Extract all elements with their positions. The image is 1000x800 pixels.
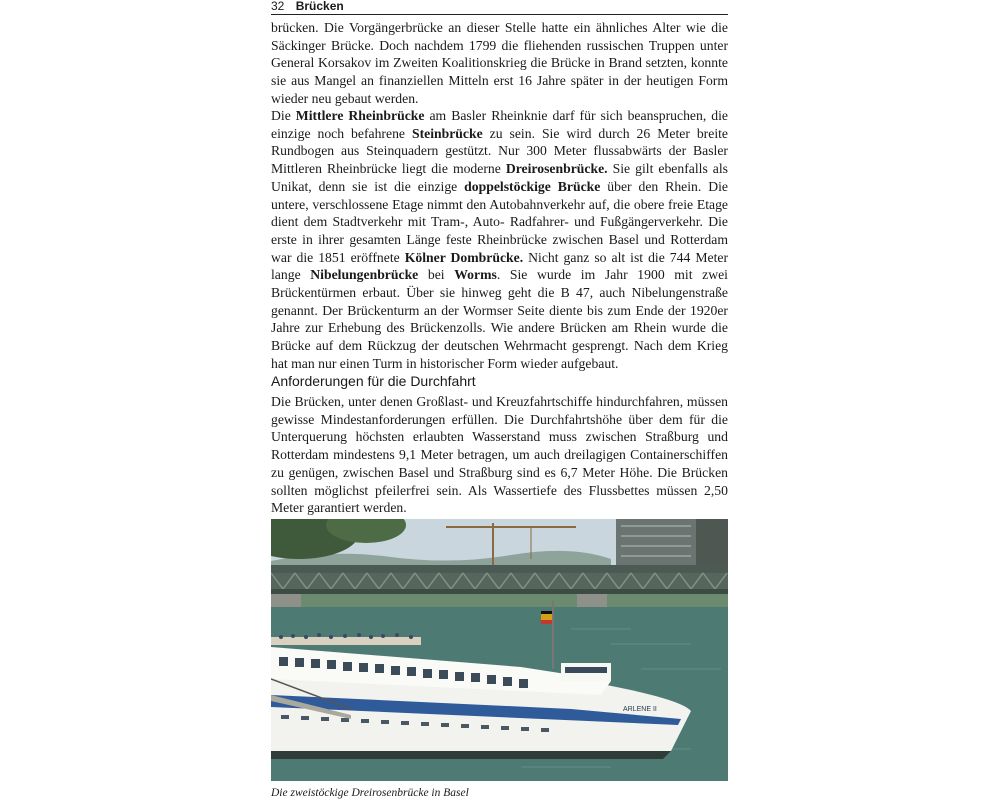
bridge-lower-deck xyxy=(271,589,728,594)
paragraph-1-text: brücken. Die Vorgängerbrücke an dieser Stelle hatte ein ähnliches Alter wie die Säckinger Brücke. Doch nachdem 1799 die fliehenden russischen Truppen unter General Korsakov im Zweiten Koalitionskrieg die Brücke in Brand setzten, konnte sie aus Mangel an finanziellen Mitteln erst 16 Jahre später in der heutigen Form wieder neu gebaut werden. xyxy=(271,20,728,106)
text-run: Nicht ganz so alt ist die 744 Meter lange xyxy=(271,249,729,283)
bold-mittlere-rheinbruecke: Mittlere Rheinbrücke xyxy=(295,108,425,123)
text-run: am Basler Rheinknie darf für sich beanspruchen, die einzige noch befahrene xyxy=(271,108,728,141)
section-heading: Anforderungen für die Durchfahrt xyxy=(271,373,476,389)
running-title: Brücken xyxy=(295,0,344,13)
bold-nibelungenbruecke: Nibelungenbrücke xyxy=(310,267,419,283)
flag-red xyxy=(541,620,552,624)
bridge-upper-deck xyxy=(271,565,728,573)
bridge-truss xyxy=(271,573,728,589)
photo-dreirosenbruecke xyxy=(271,519,728,781)
bold-doppelstoeckige-bruecke: doppelstöckige Brücke xyxy=(464,178,601,194)
page-number: 32 xyxy=(271,0,285,13)
running-header xyxy=(271,0,728,15)
bold-worms: Worms xyxy=(454,267,497,283)
text-run: Die xyxy=(271,108,296,123)
text-run: bei xyxy=(418,267,455,283)
text-run: Sie gilt ebenfalls als Unikat, denn sie ist die einzige xyxy=(271,161,728,194)
photo-caption: Die zweistöckige Dreirosenbrücke in Basel xyxy=(271,787,469,799)
paragraph-1 xyxy=(271,19,728,108)
paragraph-3: Die Brücken, unter denen Großlast- und Kreuzfahrtschiffe hindurchfahren, müssen gewisse Mindestanforderungen erfüllen. Die Durchfahrtshöhe über dem für die Unterquerung höchsten erlaubten Wasserstand muss zwischen Straßburg und Rotterdam mindestens 9,1 Meter betragen, um auch dreilagigen Containerschiffen zu genügen, zwischen Basel und Straßburg sind es 6,7 Meter Höhe. Die Brücken sollten möglichst pfeilerfrei sein. Als Wassertiefe des Flussbettes müssen 2,50 Meter garantiert werden. xyxy=(271,394,728,516)
ship-waterline xyxy=(271,751,671,759)
flag-germany-stripe xyxy=(541,611,552,614)
photo-illustration xyxy=(271,519,728,781)
ship-sundeck-crowd xyxy=(271,637,421,645)
ship-wheelhouse-window xyxy=(565,667,607,673)
text-run: . Sie wurde im Jahr 1900 mit zwei Brückentürmen erbaut. Über sie hinweg geht die B 47, auch Nibelungenstraße genannt. Der Brückenturm an der Wormser Seite diente bis zum Ende der 1920er Jahre zur Erhebung des Brückenzolls. Wie andere Brücken am Rhein wurde die Brücke auf dem Rückzug der deutschen Wehrmacht gesprengt. Nach dem Krieg hat man nur einen Turm in historischer Form wieder aufgebaut. xyxy=(271,267,728,371)
bold-dreirosenbruecke: Dreirosenbrücke. xyxy=(505,161,608,177)
text-run: über den Rhein. Die untere, verschlossene Etage nimmt den Autobahnverkehr auf, die obere freie Etage dient dem Stadtverkehr mit Tram-, Auto- Radfahrer- und Fußgängerverkehr. Die erste in ihrer gesamten Länge feste Rheinbrücke zwischen Basel und Rotterdam war die 1851 eröffnete xyxy=(271,178,728,265)
text-run: zu sein. Sie wird durch 26 Meter breite Rundbogen aus Steinquadern gestützt. Nur 300 Meter flussabwärts der Basler Mittleren Rheinbrücke liegt die moderne xyxy=(271,125,728,177)
bold-koelner-dombruecke: Kölner Dombrücke. xyxy=(404,249,524,265)
ship-name: ARLENE II xyxy=(623,706,657,713)
bold-steinbruecke: Steinbrücke xyxy=(411,125,483,141)
paragraph-2 xyxy=(271,107,728,373)
